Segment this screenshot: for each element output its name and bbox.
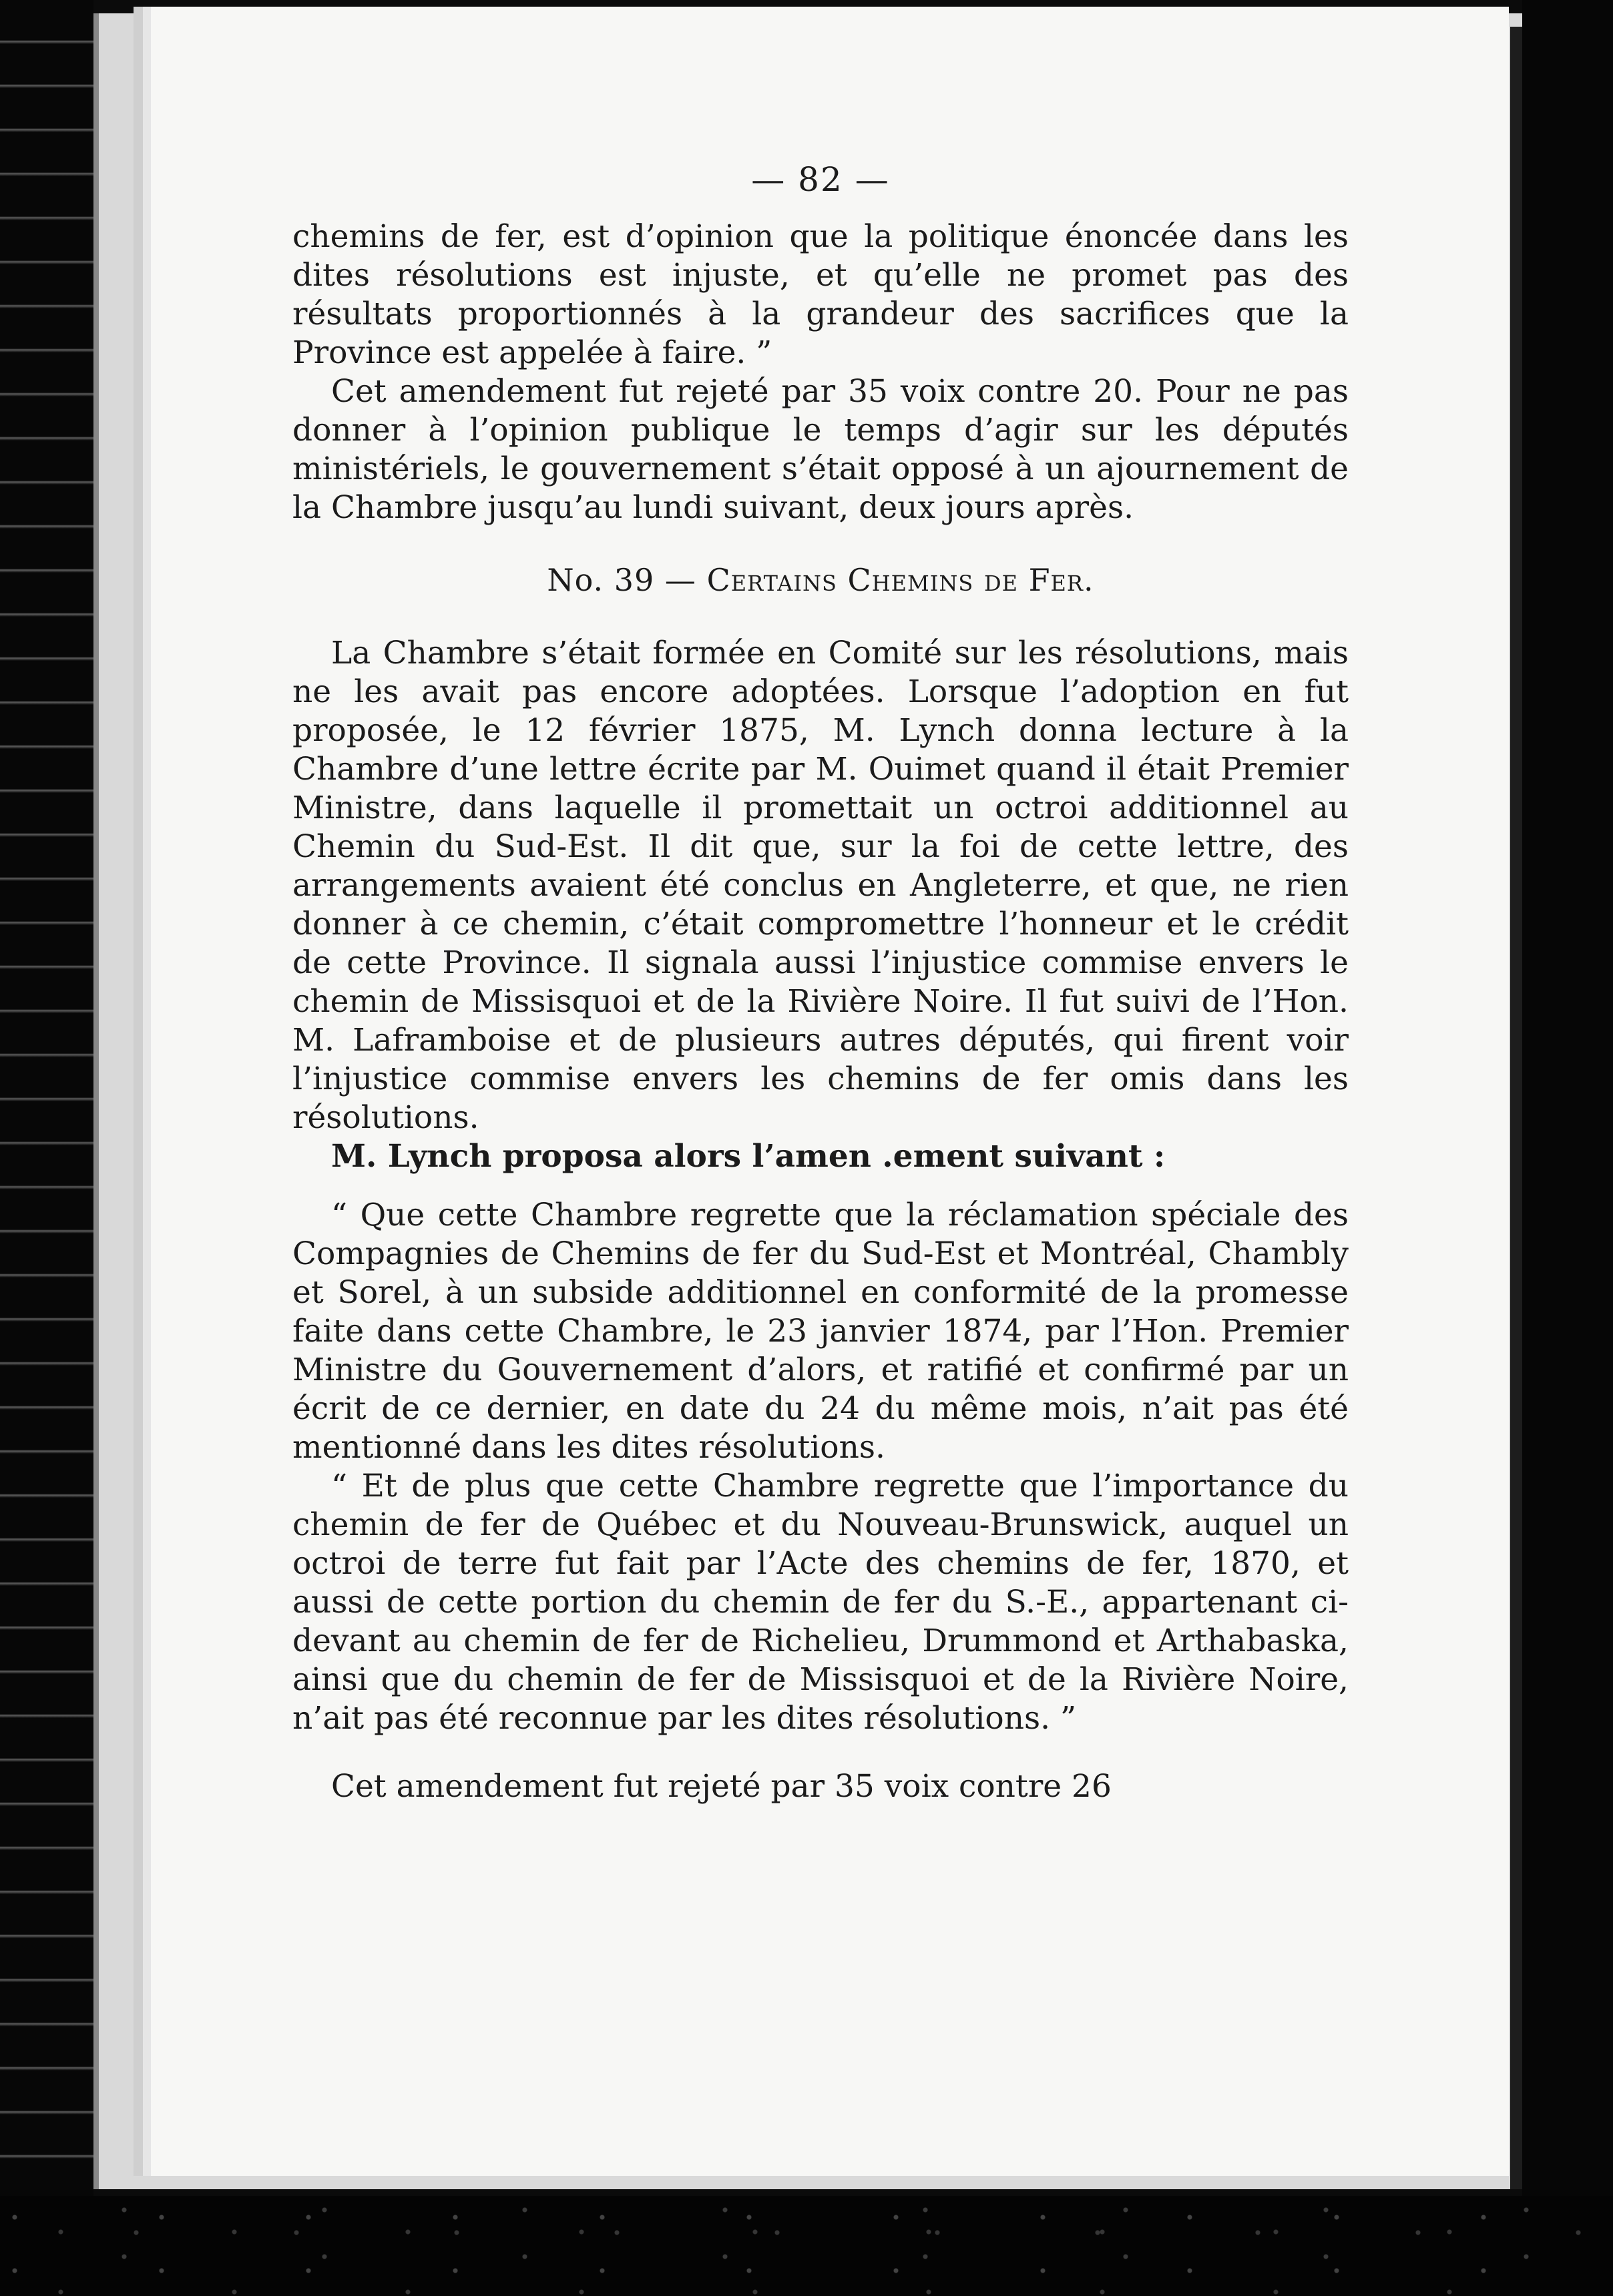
paragraph-lynch-proposal: M. Lynch proposa alors l’amen .ement suivant : — [331, 1138, 1166, 1175]
paragraph-final-vote: Cet amendement fut rejeté par 35 voix contre 26 — [331, 1768, 1112, 1805]
section-number: No. 39 — — [547, 562, 696, 598]
scan-left-edge — [0, 0, 93, 2296]
paragraph-amendment-rejected: Cet amendement fut rejeté par 35 voix contre 20. Pour ne pas donner à l’opinion publique le temps d’agir sur les députés ministériels, le gouvernement s’était opposé à un ajournement de la Chambre jusqu’au lundi suivant, deux jours après. — [292, 373, 1349, 526]
page-right-edge — [1510, 27, 1522, 2189]
paragraph-continuation: chemins de fer, est d’opinion que la politique énoncée dans les dites résolutions est injuste, et qu’elle ne promet pas des résultats proportionnés à la grandeur des sacrifices que la Province est appelée à faire. ” — [292, 218, 1349, 371]
section-heading — [292, 561, 1349, 599]
section-title: Certains Chemins de Fer. — [706, 562, 1094, 598]
paragraph-committee: La Chambre s’était formée en Comité sur les résolutions, mais ne les avait pas encore adoptées. Lorsque l’adoption en fut proposée, le 12 février 1875, M. Lynch donna lecture à la Chambre d’une lettre écrite par M. Ouimet quand il était Premier Ministre, dans laquelle il promettait un octroi additionnel au Chemin du Sud-Est. Il dit que, sur la foi de cette lettre, des arrangements avaient été conclus en Angleterre, et que, ne rien donner à ce chemin, c’était compromettre l’honneur et le crédit de cette Province. Il signala aussi l’injustice commise envers le chemin de Missisquoi et de la Rivière Noire. Il fut suivi de l’Hon. M. Laframboise et de plusieurs autres députés, qui firent voir l’injustice commise envers les chemins de fer omis dans les résolutions. — [292, 635, 1349, 1136]
quote-second: “ Et de plus que cette Chambre regrette que l’importance du chemin de fer de Québec et du Nouveau-Brunswick, auquel un octroi de terre fut fait par l’Acte des chemins de fer, 1870, et aussi de cette portion du chemin de fer du S.-E., appartenant ci-devant au chemin de fer de Richelieu, Drummond et Arthabaska, ainsi que du chemin de fer de Missisquoi et de la Rivière Noire, n’ait pas été reconnue par les dites résolutions. ” — [292, 1468, 1349, 1737]
quote-first: “ Que cette Chambre regrette que la réclamation spéciale des Compagnies de Chemins de fer du Sud-Est et Montréal, Chambly et Sorel, à un subside additionnel en conformité de la promesse faite dans cette Chambre, le 23 janvier 1874, par l’Hon. Premier Ministre du Gouvernement d’alors, et ratifié et confirmé par un écrit de ce dernier, en date du 24 du même mois, n’ait pas été mentionné dans les dites résolutions. — [292, 1197, 1349, 1466]
scan-right-edge — [1522, 0, 1613, 2296]
scan-bottom-edge — [0, 2196, 1613, 2296]
page-content — [292, 160, 1349, 1806]
page-number: — 82 — — [751, 160, 890, 199]
